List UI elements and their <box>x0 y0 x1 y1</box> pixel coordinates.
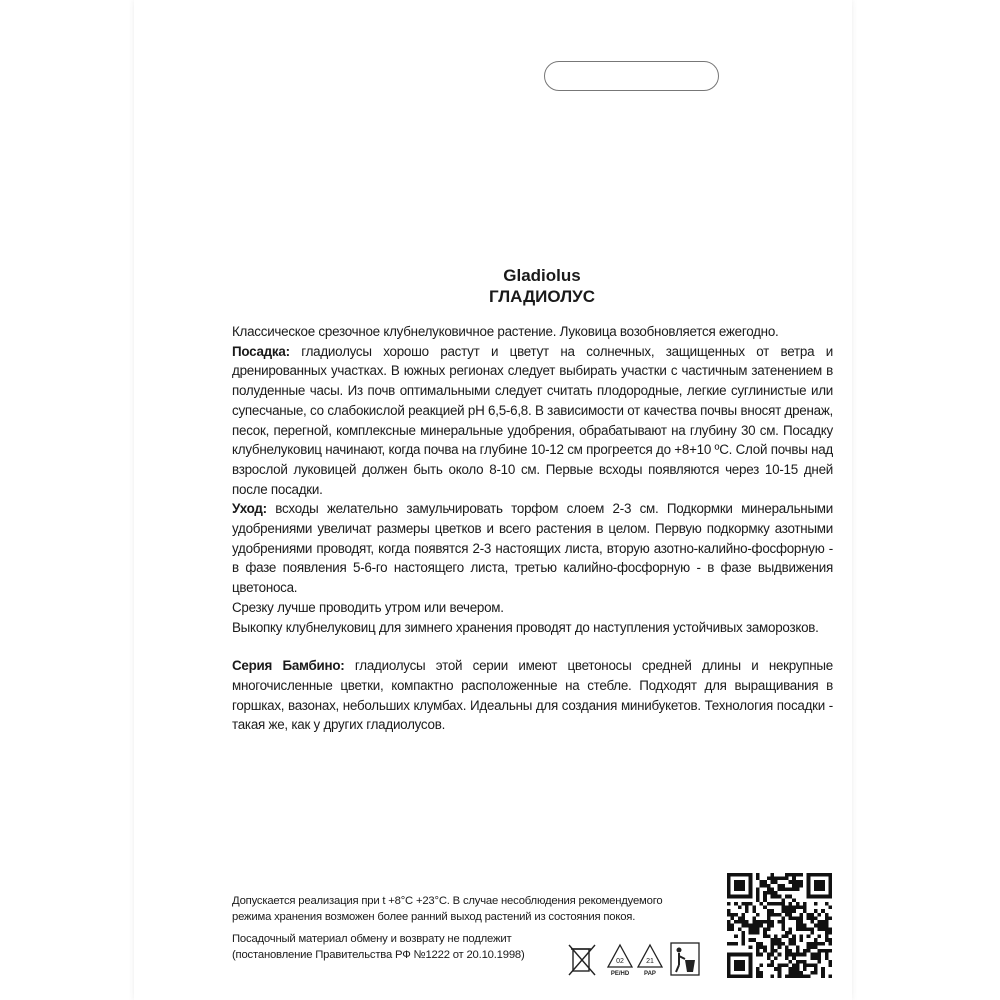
recycle-triangle-icon <box>608 945 632 977</box>
series-label: Серия Бамбино: <box>232 658 345 674</box>
decree-reference: (постановление Правительства РФ №1222 от 20.10.1998) <box>232 949 525 961</box>
recycle-code-02: 02 <box>616 958 624 965</box>
storage-conditions: Допускается реализация при t +8°С +23°С. В случае несоблюдения рекомендуемого режима хранения возможен более ранний выход растений из состояния покоя. <box>232 895 663 923</box>
recycling-symbols <box>567 941 702 977</box>
series-section <box>232 656 833 735</box>
cutting-text: Срезку лучше проводить утром или вечером. <box>232 599 504 615</box>
care-section <box>232 499 833 598</box>
recycle-code-21: 21 <box>646 958 654 965</box>
series-text: гладиолусы этой серии имеют цветоносы средней длины и некрупные многочисленные цветки, компактно расположенные на стебле. Подходят для выращивания в горшках, вазонах, небольших клумбах. Идеальны для создания минибукетов. Технология посадки - такая же, как у других гладиолусов. <box>232 658 834 733</box>
intro-text: Классическое срезочное клубнелуковичное растение. Луковица возобновляется ежегодно. <box>232 324 779 339</box>
qr-code <box>727 873 832 978</box>
recycle-material-pehd: PE/HD <box>610 971 630 977</box>
recycle-material-pap: PAP <box>644 971 656 977</box>
title-russian: ГЛАДИОЛУС <box>489 287 595 306</box>
crossed-bin-icon <box>569 945 595 975</box>
planting-section <box>232 342 833 500</box>
growing-instructions <box>232 322 833 735</box>
product-title <box>232 266 852 308</box>
hang-hole <box>544 61 719 91</box>
planting-text: гладиолусы хорошо растут и цветут на солнечных, защищенных от ветра и дренированных участках. В южных регионах следует выбирать участки с частичным затенением в полуденные часы. Из почв оптимальными следует считать плодородные, легкие суглинистые или супесчаные, со слабокислой реакцией pH 6,5-6,8. В зависимости от качества почвы вносят дренаж, песок, перегной, комплексные минеральные удобрения, обрабатывают на глубину 30 см. Посадку клубнелуковиц начинают, когда почва на глубине 10-12 см прогреется до +8+10 ºС. Слой почвы над взрослой луковицей должен быть около 8-10 см. Первые всходы появляются через 10-15 дней после посадки. <box>232 343 833 497</box>
title-latin: Gladiolus <box>503 266 581 285</box>
planting-label: Посадка: <box>232 343 290 359</box>
return-policy: Посадочный материал обмену и возврату не подлежит <box>232 933 512 945</box>
care-label: Уход: <box>232 501 267 517</box>
digging-text: Выкопку клубнелуковиц для зимнего хранения проводят до наступления устойчивых заморозков. <box>232 619 819 635</box>
care-text: всходы желательно замульчировать торфом слоем 2-3 см. Подкормки минеральными удобрениями увеличат размеры цветков и всего растения в целом. Первую подкормку азотными удобрениями проводят, когда появятся 2-3 настоящих листа, вторую азотно-калийно-фосфорную - в фазе появления 5-6-го настоящего листа, третью калийно-фосфорную - в фазе выдвижения цветоноса. <box>232 501 833 596</box>
recycle-triangle-icon <box>638 945 662 977</box>
tidyman-icon <box>671 943 699 975</box>
